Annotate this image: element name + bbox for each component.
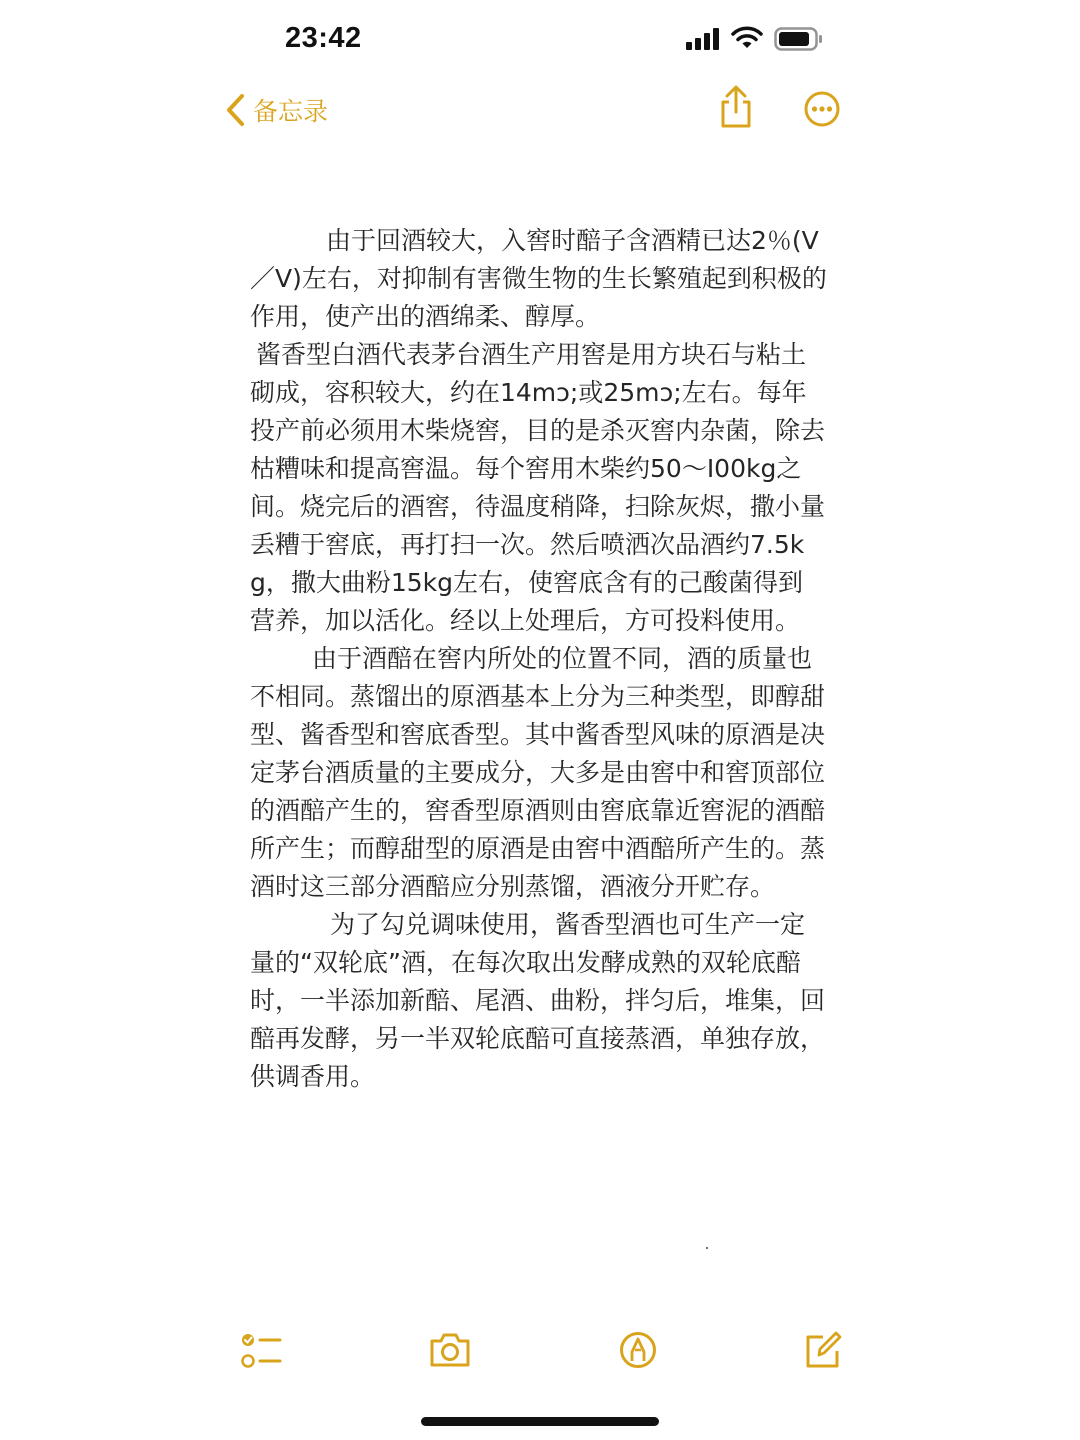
home-indicator — [421, 1417, 659, 1426]
stray-dot — [706, 1247, 708, 1249]
status-time: 23:42 — [285, 22, 362, 54]
status-bar — [0, 0, 1080, 80]
more-options-icon[interactable] — [803, 90, 841, 128]
compose-icon[interactable] — [803, 1330, 843, 1370]
cellular-signal-icon — [686, 28, 722, 50]
note-paragraph: 由于回酒较大，入窖时醅子含酒精已达2％(V／V)左右，对抑制有害微生物的生长繁殖起到积极的作用，使产出的酒绵柔、醇厚。 — [250, 226, 827, 331]
camera-icon[interactable] — [428, 1330, 472, 1370]
battery-icon — [774, 27, 824, 51]
markup-icon[interactable] — [618, 1330, 658, 1370]
note-body[interactable] — [250, 222, 828, 1096]
bottom-toolbar — [0, 1320, 1080, 1390]
chevron-left-icon — [225, 93, 247, 127]
wifi-icon — [731, 26, 763, 50]
back-label: 备忘录 — [253, 97, 329, 126]
back-button[interactable] — [225, 88, 328, 132]
note-paragraph: 由于酒醅在窖内所处的位置不同，酒的质量也不相同。蒸馏出的原酒基本上分为三种类型，即醇甜型、酱香型和窖底香型。其中酱香型风味的原酒是决定茅台酒质量的主要成分，大多是由窖中和窖顶部位的酒醅产生的，窖香型原酒则由窖底靠近窖泥的酒醅所产生；而醇甜型的原酒是由窖中酒醅所产生的。蒸酒时这三部分酒醅应分别蒸馏，酒液分开贮存。 — [250, 644, 826, 901]
note-paragraph: 为了勾兑调味使用，酱香型酒也可生产一定量的“双轮底”酒，在每次取出发酵成熟的双轮底醅时，一半添加新醅、尾酒、曲粉，拌匀后，堆集，回醅再发酵，另一半双轮底醅可直接蒸酒，单独存放，供调香用。 — [250, 910, 826, 1091]
share-icon[interactable] — [716, 84, 756, 130]
checklist-icon[interactable] — [240, 1330, 284, 1376]
note-paragraph: 酱香型白酒代表茅台酒生产用窖是用方块石与粘土砌成，容积较大，约在14mↄ;或25mↄ;左右。每年投产前必须用木柴烧窖，目的是杀灭窖内杂菌，除去枯糟味和提高窖温。每个窖用木柴约50～I00kg之间。烧完后的酒窖，待温度稍降，扫除灰烬，撒小量丢糟于窖底，再打扫一次。然后喷洒次品酒约7.5kg，撒大曲粉15kg左右，使窖底含有的己酸菌得到营养，加以活化。经以上处理后，方可投料使用。 — [250, 340, 826, 635]
nav-bar — [0, 80, 1080, 140]
